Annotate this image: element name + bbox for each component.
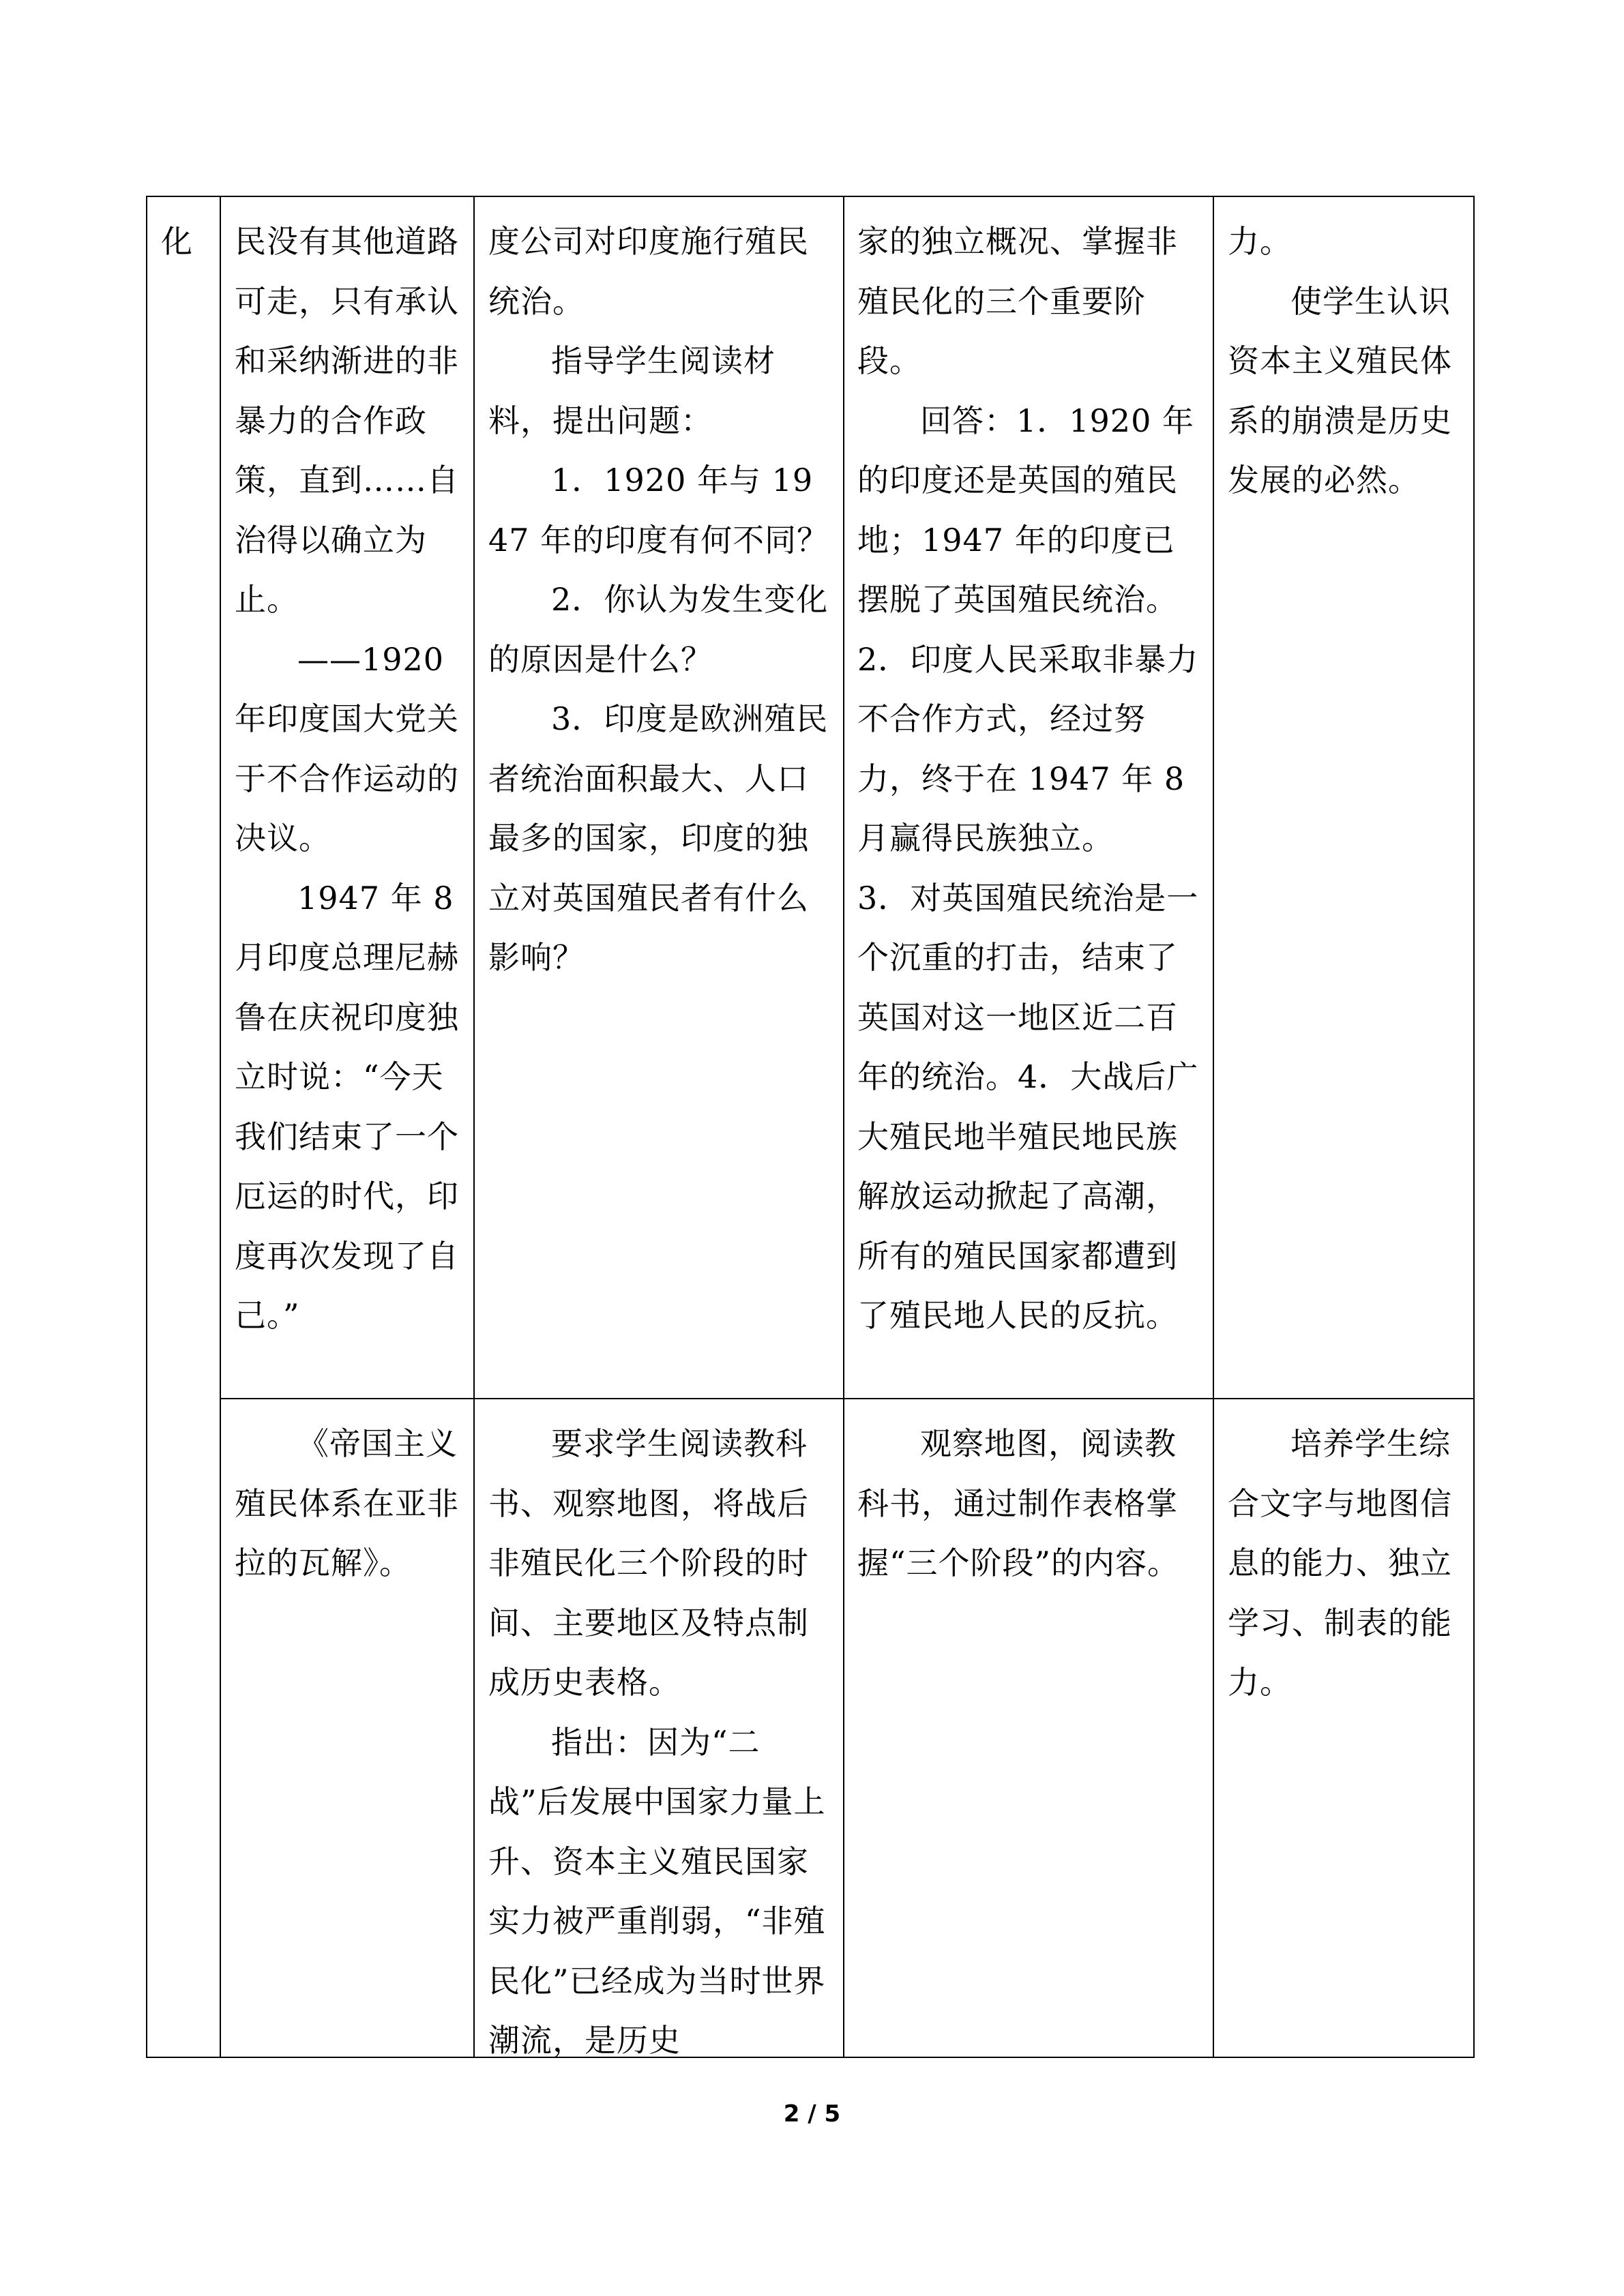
paragraph: 使学生认识资本主义殖民体系的崩溃是历史发展的必然。 <box>1228 282 1452 498</box>
materials-cell <box>235 1414 460 1594</box>
materials-cell <box>235 212 460 1346</box>
design-intent-cell <box>1228 1414 1463 1713</box>
paragraph: 力。 <box>1228 223 1292 260</box>
column-divider <box>220 197 221 2057</box>
paragraph: 3．印度是欧洲殖民者统治面积最大、人口最多的国家，印度的独立对英国殖民者有什么影响？ <box>488 700 829 976</box>
section-label-cell <box>161 212 209 272</box>
lesson-plan-table <box>146 196 1475 2058</box>
paragraph: 指出：因为“二战”后发展中国家力量上升、资本主义殖民国家实力被严重削弱，“非殖民化”已经成为当时世界潮流，是历史 <box>488 1723 826 2059</box>
paragraph: 2．印度人民采取非暴力不合作方式，经过努力，终于在 1947 年 8 月赢得民族独立。 <box>857 640 1199 856</box>
paragraph: 度公司对印度施行殖民统治。 <box>488 223 809 320</box>
column-divider <box>1213 197 1214 2057</box>
paragraph: ——1920年印度国大党关于不合作运动的决议。 <box>235 640 459 856</box>
column-divider <box>473 197 475 2057</box>
paragraph: 3．对英国殖民统治是一个沉重的打击，结束了英国对这一地区近二百年的统治。4．大战后广大殖民地半殖民地民族解放运动掀起了高潮，所有的殖民国家都遭到了殖民地人民的反抗。 <box>857 879 1199 1334</box>
paragraph: 民没有其他道路可走，只有承认和采纳渐进的非暴力的合作政策，直到……自治得以确立为止。 <box>235 223 459 618</box>
paragraph: 《帝国主义殖民体系在亚非拉的瓦解》。 <box>235 1425 459 1581</box>
student-activity-cell <box>857 1414 1202 1594</box>
page-number: 2 / 5 <box>783 2100 841 2128</box>
student-activity-cell <box>857 212 1202 1346</box>
paragraph: 1．1920 年与 1947 年的印度有何不同？ <box>488 462 829 558</box>
paragraph: 家的独立概况、掌握非殖民化的三个重要阶段。 <box>857 223 1178 379</box>
teacher-activity-cell <box>488 212 833 988</box>
design-intent-cell <box>1228 212 1463 511</box>
paragraph: 1947 年 8 月印度总理尼赫鲁在庆祝印度独立时说：“今天我们结束了一个厄运的时代，印度再次发现了自己。” <box>235 879 459 1334</box>
paragraph: 回答：1．1920 年的印度还是英国的殖民地；1947 年的印度已摆脱了英国殖民统治。 <box>857 402 1194 618</box>
teacher-activity-cell <box>488 1414 833 2071</box>
paragraph: 培养学生综合文字与地图信息的能力、独立学习、制表的能力。 <box>1228 1425 1452 1701</box>
paragraph: 指导学生阅读材料，提出问题： <box>488 342 776 439</box>
paragraph: 观察地图，阅读教科书，通过制作表格掌握“三个阶段”的内容。 <box>857 1425 1180 1581</box>
column-divider <box>843 197 844 2057</box>
row-divider <box>220 1398 1473 1399</box>
section-label: 化 <box>161 223 193 260</box>
paragraph: 2．你认为发生变化的原因是什么？ <box>488 581 829 678</box>
paragraph: 要求学生阅读教科书、观察地图，将战后非殖民化三个阶段的时间、主要地区及特点制成历史表格。 <box>488 1425 809 1701</box>
